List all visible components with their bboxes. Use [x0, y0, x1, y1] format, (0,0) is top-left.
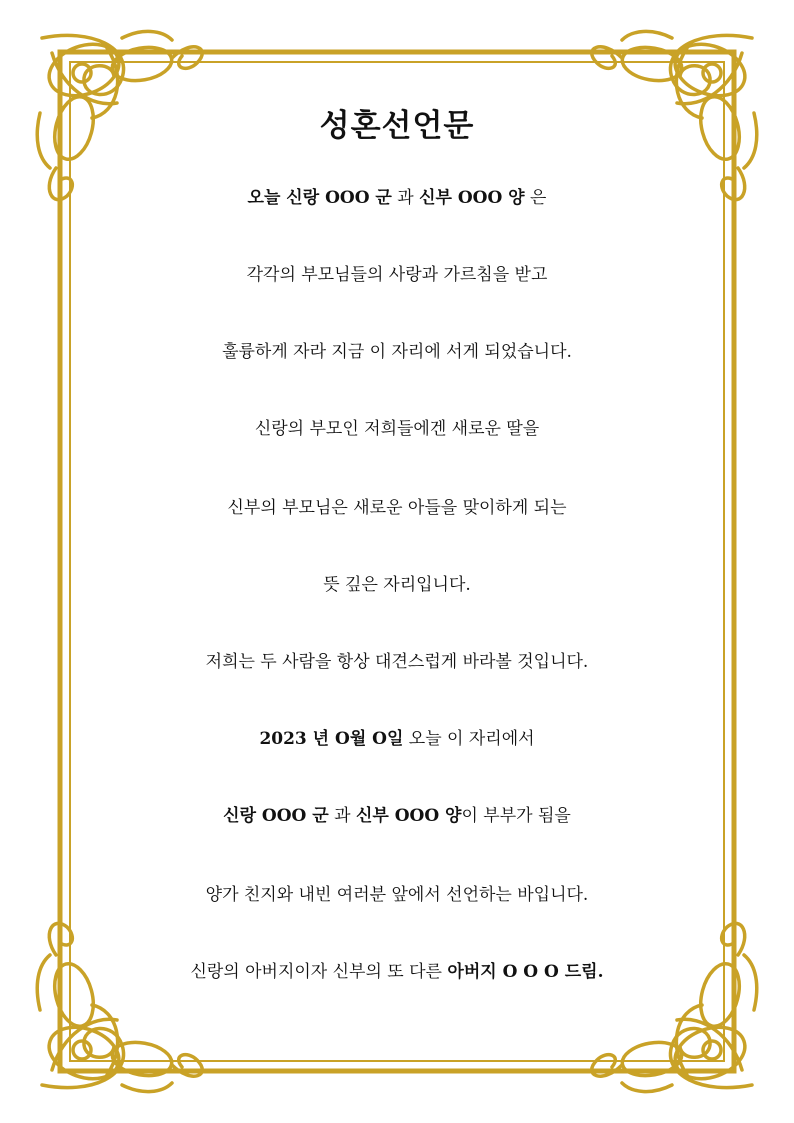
declaration-line [0, 801, 794, 826]
text: 신랑의 아버지이자 신부의 또 다른 [190, 962, 448, 982]
text: 신랑의 부모인 저희들에겐 새로운 딸을 [254, 419, 540, 439]
text: 과 [391, 188, 420, 208]
declaration-line [0, 493, 794, 518]
text: 과 [328, 806, 356, 826]
text: 훌륭하게 자라 지금 이 자리에 서게 되었습니다. [222, 342, 572, 362]
declaration-line [0, 183, 794, 208]
bold-text: 신부 OOO 양 [355, 806, 462, 826]
text: 각각의 부모님들의 사랑과 가르침을 받고 [246, 265, 548, 285]
document-title: 성혼선언문 [319, 108, 475, 144]
declaration-line [0, 647, 794, 672]
bold-text: 신부 OOO 양 [419, 188, 525, 208]
text: 뜻 깊은 자리입니다. [323, 575, 471, 595]
declaration-line [0, 570, 794, 595]
text: 오늘 이 자리에서 [403, 729, 535, 749]
text: 신부의 부모님은 새로운 아들을 맞이하게 되는 [227, 498, 567, 518]
bold-text: 신랑 OOO 군 [223, 806, 329, 826]
declaration-line [0, 337, 794, 362]
text: 양가 친지와 내빈 여러분 앞에서 선언하는 바입니다. [205, 885, 589, 905]
bold-text: 2023 년 O월 O일 [259, 729, 404, 749]
bold-text: 오늘 신랑 OOO 군 [247, 188, 392, 208]
declaration-line [0, 724, 794, 749]
declaration-line [0, 260, 794, 285]
declaration-line [0, 957, 794, 982]
text: 은 [524, 188, 547, 208]
bold-text: 아버지 O O O 드림. [447, 962, 604, 982]
text: 저희는 두 사람을 항상 대견스럽게 바라볼 것입니다. [205, 652, 589, 672]
text: 이 부부가 됨을 [461, 806, 571, 826]
declaration-line [0, 880, 794, 905]
declaration-line [0, 414, 794, 439]
